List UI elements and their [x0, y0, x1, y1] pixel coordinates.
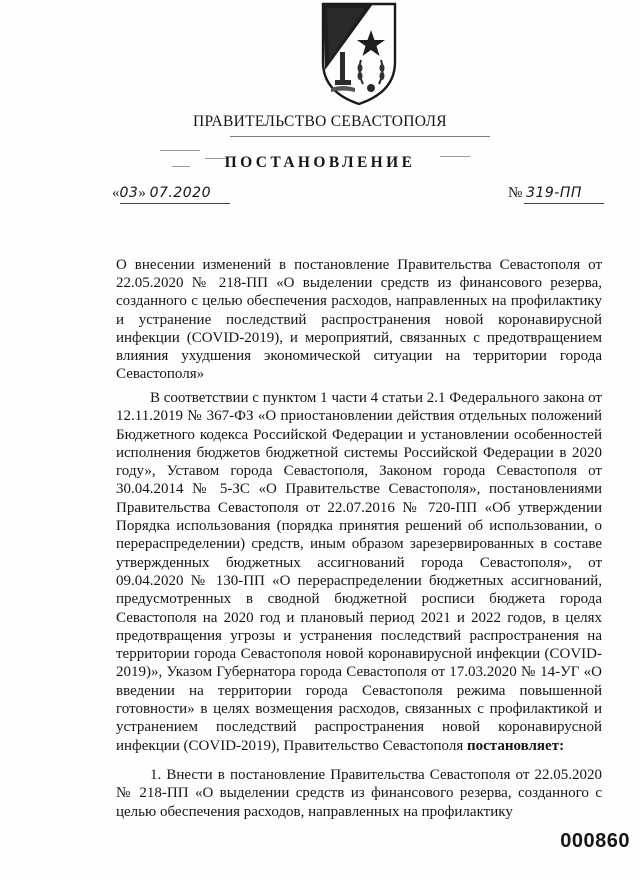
date-day: 03	[119, 185, 139, 201]
number-value: 319-ПП	[526, 185, 582, 201]
number-underline	[524, 203, 604, 204]
number-label: №	[508, 185, 523, 201]
date-underline	[120, 203, 230, 204]
coat-of-arms-icon	[313, 0, 405, 108]
date-close-quote: »	[138, 185, 146, 201]
document-number	[508, 185, 618, 202]
item-1-paragraph: 1. Внести в постановление Правительства Севастополя от 22.05.2020 № 218-ПП «О выделении средств из финансового резерва, созданного с целью обеспечения расходов, направленных на профилактику	[116, 767, 602, 820]
date-month-year: 07.2020	[149, 185, 211, 201]
document-date	[112, 185, 242, 202]
resolves-keyword: постановляет:	[466, 737, 565, 754]
document-type-title: ПОСТАНОВЛЕНИЕ	[224, 154, 416, 171]
scan-artifact	[160, 150, 200, 151]
preamble-text: В соответствии с пунктом 1 части 4 статьи 2.1 Федерального закона от 12.11.2019 № 367-ФЗ «О приостановлении действия отдельных положений Бюджетного кодекса Российской Федерации и установлении особенностей исполнения бюджетов бюджетной системы Российской Федерации в 2020 году», Уставом города Севастополя, Законом города Севастополя от 30.04.2014 № 5-ЗС «О Правительстве Севастополя», постановлениями Правительства Севастополя от 22.07.2016 № 720-ПП «Об утверждении Порядка использования (порядка принятия решений об использовании, о перераспределении) средств, иным образом зарезервированных в составе утвержденных бюджетных ассигнований города Севастополя», от 09.04.2020 № 130-ПП «О перераспределении бюджетных ассигнований, предусмотренных в сводной бюджетной росписи бюджета города Севастополя на 2020 год и плановый период 2021 и 2022 годов, в целях предотвращения угрозы и устранения последствий распространения на территории города Севастополя новой коронавирусной инфекции (COVID-2019)», Указом Губернатора города Севастополя от 17.03.2020 № 14-УГ «О введении на территории города Севастополя режима повышенной готовности» в целях возмещения расходов, связанных с профилактикой и устранением последствий распространения новой коронавирусной инфекции (COVID-2019), Правительство Севастополя	[116, 390, 602, 754]
date-open-quote: «	[112, 185, 120, 201]
preamble-paragraph	[116, 389, 602, 755]
serial-number: 000860	[560, 830, 630, 852]
organization-name: ПРАВИТЕЛЬСТВО СЕВАСТОПОЛЯ	[193, 113, 447, 130]
header-divider	[230, 136, 490, 137]
document-title: О внесении изменений в постановление Правительства Севастополя от 22.05.2020 № 218-ПП «О выделении средств из финансового резерва, созданного с целью обеспечения расходов, направленных на профилактику и устранение последствий распространения новой коронавирусной инфекции (COVID-2019), и мероприятий, связанных с предотвращением влияния ухудшения экономической ситуации на территории города Севастополя»	[116, 257, 602, 383]
